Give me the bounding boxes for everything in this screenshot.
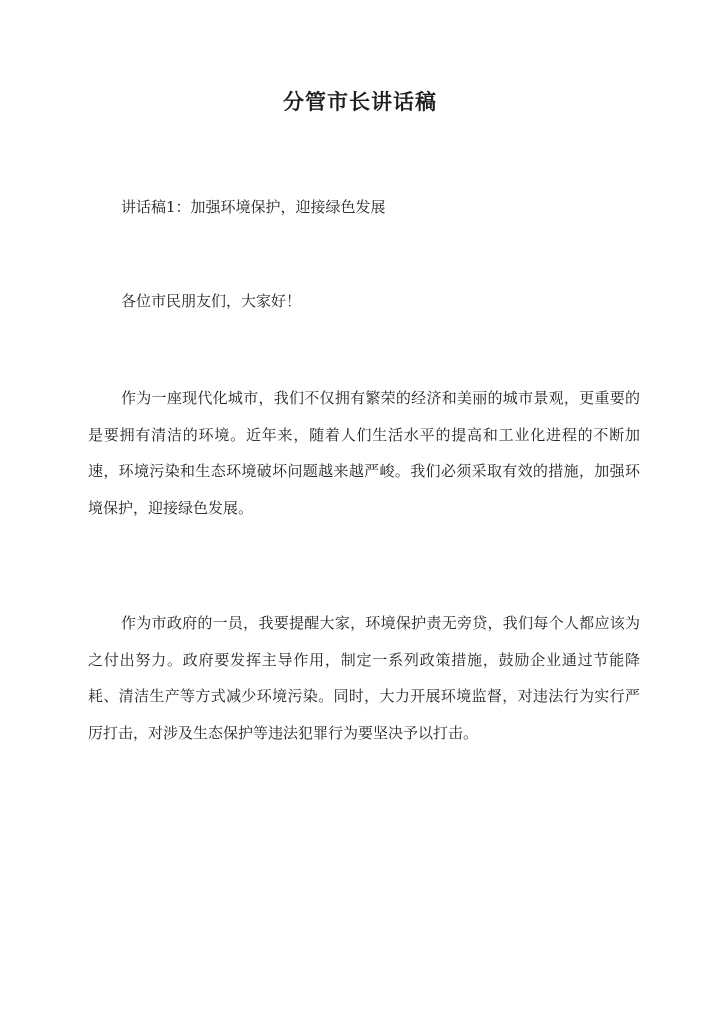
- paragraph-2: 作为市政府的一员，我要提醒大家，环境保护责无旁贷，我们每个人都应该为之付出努力。政府要发挥主导作用，制定一系列政策措施，鼓励企业通过节能降耗、清洁生产等方式减少环境污染。同时，大力开展环境监督，对违法行为实行严厉打击，对涉及生态保护等违法犯罪行为要坚决予以打击。: [88, 614, 640, 743]
- speech-subtitle: 讲话稿1：加强环境保护，迎接绿色发展: [121, 198, 386, 216]
- document-title: 分管市长讲话稿: [283, 89, 437, 114]
- paragraph-1: 作为一座现代化城市，我们不仅拥有繁荣的经济和美丽的城市景观，更重要的是要拥有清洁的环境。近年来，随着人们生活水平的提高和工业化进程的不断加速，环境污染和生态环境破坏问题越来越严峻。我们必须采取有效的措施，加强环境保护，迎接绿色发展。: [88, 389, 640, 518]
- greeting-line: 各位市民朋友们，大家好！: [121, 292, 302, 310]
